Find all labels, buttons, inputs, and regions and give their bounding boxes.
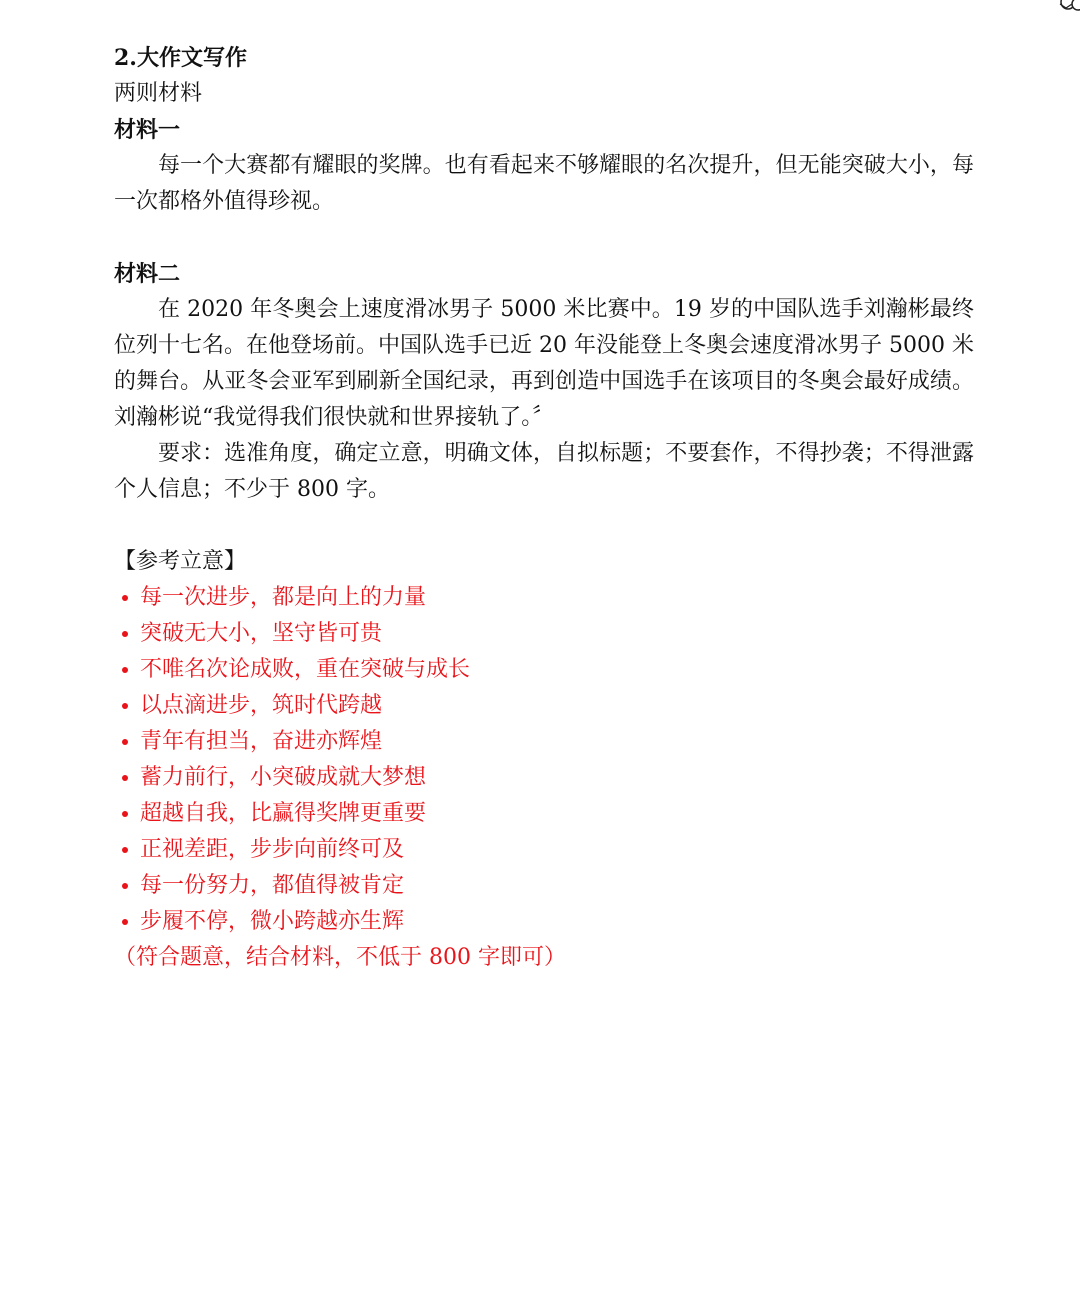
reference-note: （符合题意，结合材料，不低于 800 字即可） — [114, 945, 566, 970]
reference-item-text: 蓄力前行，小突破成就大梦想 — [140, 765, 427, 790]
reference-list — [114, 580, 974, 940]
reference-item — [114, 688, 974, 724]
reference-item-text: 步履不停，微小跨越亦生辉 — [140, 909, 405, 934]
bullet-icon — [122, 919, 128, 925]
reference-item-text: 以点滴进步，筑时代跨越 — [140, 693, 383, 718]
section-heading: 2.大作文写作 — [114, 45, 247, 71]
reference-item-text: 突破无大小，坚守皆可贵 — [140, 621, 383, 646]
corner-decoration-icon — [1038, 0, 1080, 14]
reference-title: 【参考立意】 — [114, 549, 247, 574]
reference-item — [114, 868, 974, 904]
material-one-title: 材料一 — [114, 117, 181, 143]
bullet-icon — [122, 595, 128, 601]
bullet-icon — [122, 667, 128, 673]
bullet-icon — [122, 631, 128, 637]
reference-item — [114, 760, 974, 796]
reference-item — [114, 904, 974, 940]
bullet-icon — [122, 703, 128, 709]
reference-item — [114, 652, 974, 688]
writing-requirement: 要求：选准角度，确定立意，明确文体，自拟标题；不要套作，不得抄袭；不得泄露个人信息；不少于 800 字。 — [114, 441, 974, 502]
bullet-icon — [122, 739, 128, 745]
section-subheading: 两则材料 — [114, 81, 203, 106]
reference-item-text: 不唯名次论成败，重在突破与成长 — [140, 657, 471, 682]
reference-item-text: 超越自我，比赢得奖牌更重要 — [140, 801, 427, 826]
reference-item — [114, 796, 974, 832]
material-two-paragraph: 在 2020 年冬奥会上速度滑冰男子 5000 米比赛中。19 岁的中国队选手刘瀚彬最终位列十七名。在他登场前。中国队选手已近 20 年没能登上冬奥会速度滑冰男子 5000 米的舞台。从亚冬会亚军到刷新全国纪录，再到创造中国选手在该项目的冬奥会最好成绩。刘瀚彬说“我觉得我们很快就和世界接轨了。〞 — [114, 297, 974, 430]
reference-item-text: 每一份努力，都值得被肯定 — [140, 873, 405, 898]
reference-item — [114, 724, 974, 760]
material-one-paragraph: 每一个大赛都有耀眼的奖牌。也有看起来不够耀眼的名次提升，但无能突破大小，每一次都格外值得珍视。 — [114, 153, 974, 214]
spacer — [114, 220, 974, 256]
document-page — [114, 40, 974, 976]
reference-item-text: 每一次进步，都是向上的力量 — [140, 585, 427, 610]
material-two-title: 材料二 — [114, 261, 181, 287]
reference-item — [114, 616, 974, 652]
reference-item-text: 青年有担当，奋进亦辉煌 — [140, 729, 383, 754]
bullet-icon — [122, 883, 128, 889]
bullet-icon — [122, 775, 128, 781]
reference-item — [114, 832, 974, 868]
bullet-icon — [122, 811, 128, 817]
spacer — [114, 508, 974, 544]
reference-item-text: 正视差距，步步向前终可及 — [140, 837, 405, 862]
bullet-icon — [122, 847, 128, 853]
reference-item — [114, 580, 974, 616]
